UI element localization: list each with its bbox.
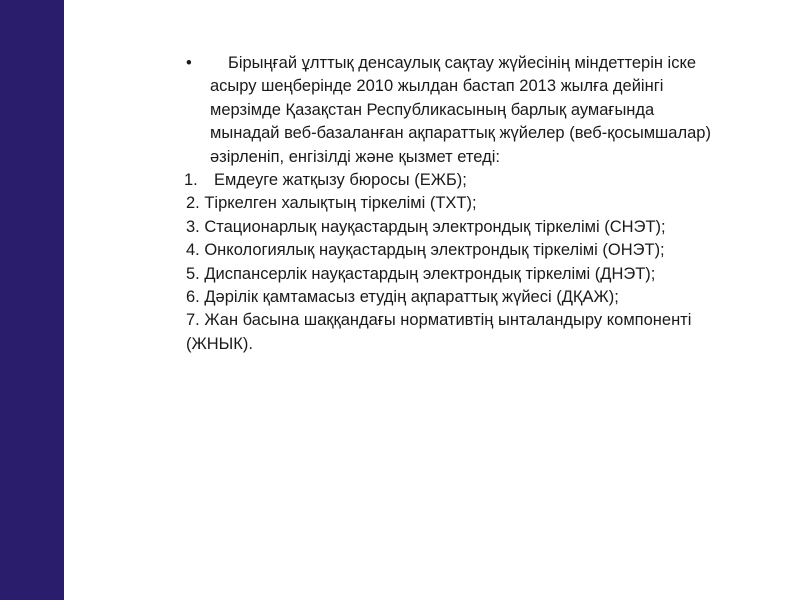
list-item-1-number: 1. [184,171,198,190]
bullet-paragraph [186,52,726,169]
list-item-3: 3. Стационарлық науқастардың электрондық тіркелімі (СНЭТ); [186,217,666,236]
list-item-1 [184,169,726,192]
list-item-5: 5. Диспансерлік науқастардың электрондық тіркелімі (ДНЭТ); [186,264,656,283]
list-item-4: 4. Онкологиялық науқастардың электрондық тіркелімі (ОНЭТ); [186,241,665,260]
list-item-6: 6. Дәрілік қамтамасыз етудің ақпараттық жүйесі (ДҚАЖ); [186,288,619,307]
list-item-7: 7. Жан басына шаққандағы нормативтің ынталандыру компоненті (ЖНЫК). [186,311,692,353]
bullet-paragraph-text: Бірыңғай ұлттық денсаулық сақтау жүйесінің міндеттерін іске асыру шеңберінде 2010 жылдан бастап 2013 жылға дейінгі мерзімде Қазақстан Республикасының барлық аумағында мынадай веб-базаланған ақпараттық жүйелер (веб-қосымшалар) әзірленіп, енгізілді және қызмет етеді: [210,54,711,166]
list-item-2: 2. Тіркелген халықтың тіркелімі (ТХТ); [186,194,477,213]
bullet-dot-icon: • [186,54,192,72]
slide-body [186,52,726,356]
left-accent-bar [0,0,64,600]
list-item-1-text: Емдеуге жатқызу бюросы (ЕЖБ); [214,171,467,190]
